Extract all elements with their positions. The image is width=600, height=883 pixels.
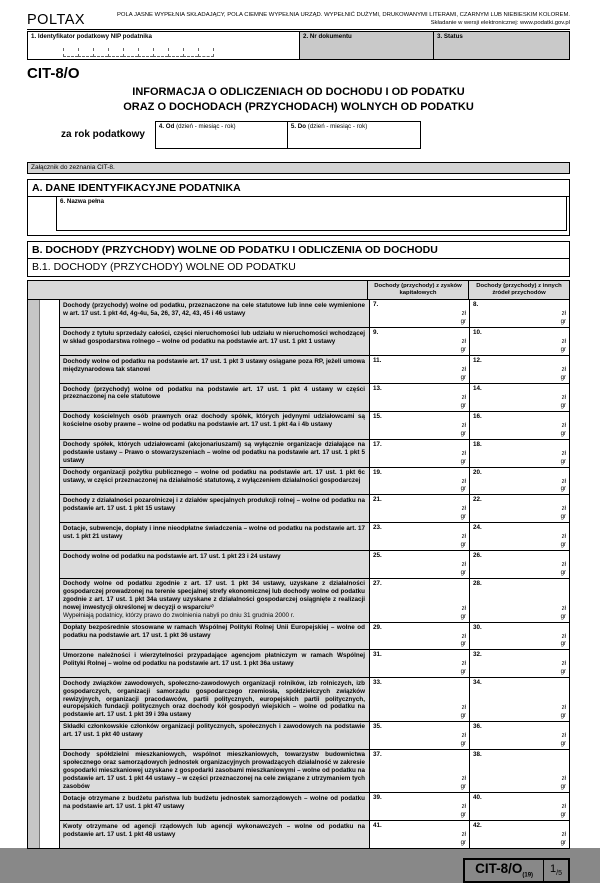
field-number: 32. (473, 651, 482, 659)
field-number: 40. (473, 794, 482, 802)
zloty-label: zł (461, 366, 466, 374)
fill-instructions (117, 12, 570, 28)
form-title-line-2: ORAZ O DOCHODACH (PRZYCHODACH) WOLNYCH OD PODATKU (123, 101, 474, 114)
grosz-label: gr (560, 485, 566, 493)
grosz-label: gr (460, 429, 466, 437)
amount-field-capital-gains[interactable] (369, 551, 469, 578)
amount-field-other-sources[interactable] (469, 623, 569, 650)
nip-digit-cell (183, 48, 198, 57)
field-number: 26. (473, 552, 482, 560)
grosz-label: gr (560, 640, 566, 648)
grosz-label: gr (560, 739, 566, 747)
row-label: Dochody wolne od podatku na podstawie art. 17 ust. 1 pkt 3 ustawy osiągane poza RP, jeżeli umowa międzynarodowa tak stanowi (60, 356, 369, 383)
zloty-label: zł (561, 703, 566, 711)
date-to-label: 5. Do (290, 122, 307, 130)
left-gray-strip (28, 300, 40, 847)
zloty-label: zł (561, 421, 566, 429)
table-row (60, 523, 569, 551)
table-row (60, 750, 569, 794)
field-number: 10. (473, 329, 482, 337)
field-number: 27. (373, 579, 382, 587)
amount-field-other-sources[interactable] (469, 412, 569, 439)
grosz-label: gr (460, 401, 466, 409)
form-title-line-1: INFORMACJA O ODLICZENIACH OD DOCHODU I OD PODATKU (132, 85, 465, 98)
field-number: 21. (373, 496, 382, 504)
nip-digit-cell (153, 48, 168, 57)
table-rows (60, 300, 569, 847)
status-field[interactable] (433, 32, 569, 59)
nip-field-label: 1. Identyfikator podatkowy NIP podatnika (31, 32, 152, 40)
field-number: 18. (473, 440, 482, 448)
nip-digit-cell (123, 48, 138, 57)
grosz-label: gr (460, 318, 466, 326)
zloty-label: zł (461, 775, 466, 783)
row-label: Dochody kościelnych osób prawnych oraz dochody spółek, których jedynymi udziałowcami są kościelne osoby prawne – wolne od podatku na podstawie art. 17 ust. 1 pkt 4a i 4b ustawy (60, 412, 369, 439)
zloty-label: zł (461, 449, 466, 457)
form-title (27, 85, 570, 116)
grosz-label: gr (460, 457, 466, 465)
zloty-label: zł (561, 561, 566, 569)
date-from-hint: (dzień - miesiąc - rok) (176, 122, 236, 130)
amount-field-capital-gains[interactable] (369, 678, 469, 721)
amount-field-other-sources[interactable] (469, 678, 569, 721)
amount-field-capital-gains[interactable] (369, 468, 469, 495)
field-number: 39. (373, 794, 382, 802)
date-from-field[interactable] (155, 121, 288, 149)
nip-digit-cell (198, 48, 214, 57)
amount-field-capital-gains[interactable] (369, 750, 469, 793)
zloty-label: zł (461, 533, 466, 541)
grosz-label: gr (560, 457, 566, 465)
page-footer (27, 858, 570, 883)
footer-box (463, 858, 570, 883)
amount-field-other-sources[interactable] (469, 523, 569, 550)
zloty-label: zł (561, 775, 566, 783)
row-label: Dochody spółdzielni mieszkaniowych, wspólnot mieszkaniowych, towarzystw budownictwa społecznego oraz samorządowych jednostek organizacyjnych prowadzących działalność w zakresie gospodarki mieszkaniowej uzyskane z gospodarki zasobami mieszkaniowymi – wolne od podatku na podstawie art. 17 ust. 1 pkt 44 ustawy – w części przeznaczonej na cele związane z utrzymaniem tych zasobów (60, 750, 369, 793)
zloty-label: zł (561, 449, 566, 457)
nip-digit-cell (78, 48, 93, 57)
document-number-field[interactable] (299, 32, 433, 59)
column-header-capital-gains: Dochody (przychody) z zysków kapitałowych (367, 281, 468, 300)
table-body (28, 300, 569, 847)
grosz-label: gr (460, 668, 466, 676)
tax-year-row (27, 121, 570, 149)
zloty-label: zł (561, 632, 566, 640)
table-row (60, 623, 569, 651)
zloty-label: zł (461, 803, 466, 811)
zloty-label: zł (461, 604, 466, 612)
field-number: 15. (373, 412, 382, 420)
form-code-heading: CIT-8/O (27, 64, 80, 82)
date-to-hint: (dzień - miesiąc - rok) (307, 122, 368, 130)
table-row (60, 678, 569, 722)
table-row (60, 821, 569, 848)
amount-field-capital-gains[interactable] (369, 328, 469, 355)
zloty-label: zł (461, 505, 466, 513)
amount-field-other-sources[interactable] (469, 328, 569, 355)
amount-field-capital-gains[interactable] (369, 722, 469, 749)
amount-field-other-sources[interactable] (469, 468, 569, 495)
field-number: 19. (373, 468, 382, 476)
zloty-label: zł (561, 831, 566, 839)
nip-digit-cell (138, 48, 153, 57)
amount-field-other-sources[interactable] (469, 750, 569, 793)
table-row (60, 384, 569, 412)
field-number: 29. (373, 623, 382, 631)
row-label: Dochody (przychody) wolne od podatku, przeznaczone na cele statutowe lub inne cele wymienione w art. 17 ust. 1 pkt 4d, 4g-4u, 5a, 26, 37, 42, 43, 45 i 46 ustawy (60, 300, 369, 327)
row-label: Dochody wolne od podatku zgodnie z art. 17 ust. 1 pkt 34 ustawy, uzyskane z działalności gospodarczej prowadzonej na terenie specjalnej strefy ekonomicznej lub dochody wolne od podatku zgodnie z art. 17 ust. 1 pkt 34a ustawy uzyskane z działalności gospodarczej osiągnięte z realizacji nowej inwestycji określonej w decyzji o wsparciu¹⁾ Wypełniają podatnicy, którzy prawo do zwolnienia nabyli po dniu 31 grudnia 2000 r. (60, 579, 369, 622)
date-to-field[interactable] (288, 121, 421, 149)
grosz-label: gr (460, 811, 466, 819)
row-label: Składki członkowskie członków organizacji politycznych, społecznych i zawodowych na podstawie art. 17 ust. 1 pkt 40 ustawy (60, 722, 369, 749)
row-label: Dotacje, subwencje, dopłaty i inne nieodpłatne świadczenia – wolne od podatku na podstawie art. 17 ust. 1 pkt 21 ustawy (60, 523, 369, 550)
row-label: Dotacje otrzymane z budżetu państwa lub budżetu jednostek samorządowych – wolne od podatku na podstawie art. 17 ust. 1 pkt 47 ustawy (60, 793, 369, 820)
grosz-label: gr (560, 711, 566, 719)
table-row (60, 579, 569, 623)
zloty-label: zł (561, 731, 566, 739)
table-row (60, 328, 569, 356)
amount-field-capital-gains[interactable] (369, 523, 469, 550)
row-label: Dochody z tytułu sprzedaży całości, części nieruchomości lub udziału w nieruchomości wchodzącej w skład gospodarstwa rolnego – wolne od podatku na podstawie art. 17 ust. 1 pkt 1 ustawy (60, 328, 369, 355)
field-number: 8. (473, 301, 479, 309)
amount-field-capital-gains[interactable] (369, 300, 469, 327)
field-number: 9. (373, 329, 379, 337)
amount-field-other-sources[interactable] (469, 821, 569, 848)
table-row (60, 650, 569, 678)
zloty-label: zł (461, 632, 466, 640)
field-number: 12. (473, 357, 482, 365)
grosz-label: gr (560, 811, 566, 819)
row-label: Dochody (przychody) wolne od podatku na podstawie art. 17 ust. 1 pkt 4 ustawy w części przeznaczonej na cele statutowe (60, 384, 369, 411)
grosz-label: gr (560, 612, 566, 620)
amount-field-capital-gains[interactable] (369, 384, 469, 411)
amount-field-other-sources[interactable] (469, 793, 569, 820)
zloty-label: zł (461, 394, 466, 401)
amount-field-capital-gains[interactable] (369, 650, 469, 677)
attachment-note-bar: Załącznik do zeznania CIT-8. (27, 162, 570, 174)
zloty-label: zł (461, 831, 466, 839)
zloty-label: zł (561, 505, 566, 513)
field-number: 11. (373, 357, 382, 365)
full-name-label: 6. Nazwa pełna (60, 197, 105, 205)
field-number: 41. (373, 822, 382, 830)
poltax-logo: POLTAX (27, 12, 86, 29)
nip-digit-cell (108, 48, 123, 57)
grosz-label: gr (460, 640, 466, 648)
field-number: 24. (473, 524, 482, 532)
section-a-body (27, 197, 570, 236)
grosz-label: gr (460, 541, 466, 549)
nip-input[interactable] (63, 48, 214, 57)
grosz-label: gr (560, 401, 566, 409)
zloty-label: zł (461, 421, 466, 429)
field-number: 37. (373, 750, 382, 758)
grosz-label: gr (560, 318, 566, 326)
zloty-label: zł (461, 731, 466, 739)
instructions-line-1: POLA JASNE WYPEŁNIA SKŁADAJĄCY, POLA CIEMNE WYPEŁNIA URZĄD. WYPEŁNIĆ DUŻYMI, DRUKOWANYMI LITERAMI, CZARNYM LUB NIEBIESKIM KOLOREM. (116, 12, 570, 18)
amount-field-capital-gains[interactable] (369, 579, 469, 622)
zloty-label: zł (561, 660, 566, 668)
row-label: Dochody organizacji pożytku publicznego – wolne od podatku na podstawie art. 17 ust. 1 pkt 6c ustawy, w części przeznaczonej na działalność statutową, z wyłączeniem działalności gospodarczej (60, 468, 369, 495)
field-number: 34. (473, 679, 482, 687)
identification-row (27, 32, 570, 60)
amount-field-other-sources[interactable] (469, 579, 569, 622)
zloty-label: zł (561, 477, 566, 485)
table-row (60, 495, 569, 523)
row-label: Dochody związków zawodowych, społeczno-zawodowych organizacji rolników, izb rolniczych, izb gospodarczych, organizacji samorządu gospodarczego rzemiosła, spółdzielczych związków rewizyjnych, organizacji pracodawców, partii politycznych, europejskich partii politycznych, europejskich fundacji politycznych oraz dochody kół gospodyń wiejskich – wolne od podatku na podstawie art. 17 ust. 1 pkt 39 i 39a ustawy (60, 678, 369, 721)
row-label: Umorzone należności i wierzytelności przypadające agencjom płatniczym w ramach Wspólnej Polityki Rolnej – wolne od podatku na podstawie art. 17 ust. 1 pkt 36a ustawy (60, 650, 369, 677)
amount-field-other-sources[interactable] (469, 551, 569, 578)
zloty-label: zł (461, 477, 466, 485)
grosz-label: gr (460, 612, 466, 620)
section-b-header: B. DOCHODY (PRZYCHODY) WOLNE OD PODATKU I ODLICZENIA OD DOCHODU (27, 241, 570, 259)
field-number: 13. (373, 385, 382, 392)
table-header-spacer (28, 281, 367, 300)
field-number: 14. (473, 385, 482, 392)
amount-field-other-sources[interactable] (469, 384, 569, 411)
zloty-label: zł (461, 310, 466, 318)
table-header-row (28, 281, 569, 301)
nip-digit-cell (168, 48, 183, 57)
amount-field-other-sources[interactable] (469, 650, 569, 677)
nip-field[interactable] (28, 32, 299, 59)
field-number: 16. (473, 412, 482, 420)
grosz-label: gr (460, 711, 466, 719)
zloty-label: zł (561, 803, 566, 811)
amount-field-capital-gains[interactable] (369, 623, 469, 650)
amount-field-capital-gains[interactable] (369, 821, 469, 848)
field-number: 42. (473, 822, 482, 830)
zloty-label: zł (561, 604, 566, 612)
grosz-label: gr (560, 374, 566, 382)
field-number: 33. (373, 679, 382, 687)
grosz-label: gr (460, 839, 466, 847)
zloty-label: zł (561, 394, 566, 401)
amount-field-capital-gains[interactable] (369, 356, 469, 383)
amount-field-other-sources[interactable] (469, 722, 569, 749)
amount-field-other-sources[interactable] (469, 495, 569, 522)
amount-field-capital-gains[interactable] (369, 412, 469, 439)
field-number: 35. (373, 722, 382, 730)
grosz-label: gr (460, 346, 466, 354)
page-indicator: $1_{/5}$ (543, 860, 568, 881)
row-note: Wypełniają podatnicy, którzy prawo do zwolnienia nabyli po dniu 31 grudnia 2000 r. (63, 612, 295, 620)
grosz-label: gr (460, 485, 466, 493)
grosz-label: gr (560, 429, 566, 437)
row-label: Dochody spółek, których udziałowcami (akcjonariuszami) są wyłącznie organizacje działające na podstawie ustawy – Prawo o stowarzyszeniach – wolne od podatku na podstawie art. 17 ust. 1 pkt 5 ustawy (60, 440, 369, 467)
grosz-label: gr (460, 783, 466, 791)
section-a-header: A. DANE IDENTYFIKACYJNE PODATNIKA (27, 179, 570, 197)
grosz-label: gr (560, 346, 566, 354)
field-number: 22. (473, 496, 482, 504)
row-label: Dochody wolne od podatku na podstawie art. 17 ust. 1 pkt 23 i 24 ustawy (60, 551, 369, 578)
amount-field-capital-gains[interactable] (369, 495, 469, 522)
grosz-label: gr (560, 513, 566, 521)
left-margin-column (40, 300, 60, 847)
status-label: 3. Status (437, 32, 463, 40)
grosz-label: gr (560, 541, 566, 549)
zloty-label: zł (561, 338, 566, 346)
grosz-label: gr (460, 374, 466, 382)
grosz-label: gr (560, 783, 566, 791)
field-number: 31. (373, 651, 382, 659)
date-from-label: 4. Od (158, 122, 175, 130)
zloty-label: zł (561, 533, 566, 541)
section-b1-header: B.1. DOCHODY (PRZYCHODY) WOLNE OD PODATKU (27, 259, 570, 277)
field-number: 25. (373, 552, 382, 560)
full-name-field[interactable] (56, 197, 567, 231)
field-number: 30. (473, 623, 482, 631)
field-number: 20. (473, 468, 482, 476)
amount-field-capital-gains[interactable] (369, 793, 469, 820)
table-row (60, 300, 569, 328)
zloty-label: zł (461, 703, 466, 711)
row-label: Dopłaty bezpośrednie stosowane w ramach Wspólnej Polityki Rolnej Unii Europejskiej – wolne od podatku na podstawie art. 17 ust. 1 pkt 36 ustawy (60, 623, 369, 650)
zloty-label: zł (561, 310, 566, 318)
zloty-label: zł (461, 561, 466, 569)
amount-field-capital-gains[interactable] (369, 440, 469, 467)
table-row (60, 722, 569, 750)
table-row (60, 551, 569, 579)
instructions-line-2: Składanie w wersji elektronicznej: www.podatki.gov.pl (430, 19, 570, 26)
b1-exempt-income-table (27, 280, 570, 849)
masthead (27, 12, 570, 28)
nip-digit-cell (63, 48, 78, 57)
row-label: Kwoty otrzymane od agencji rządowych lub agencji wykonawczych – wolne od podatku na podstawie art. 17 ust. 1 pkt 48 ustawy (60, 821, 369, 848)
grosz-label: gr (460, 739, 466, 747)
field-number: 36. (473, 722, 482, 730)
zloty-label: zł (461, 338, 466, 346)
table-row (60, 468, 569, 496)
column-header-other-sources: Dochody (przychody) z innych źródeł przychodów (468, 281, 569, 300)
grosz-label: gr (560, 839, 566, 847)
field-number: 38. (473, 750, 482, 758)
amount-field-other-sources[interactable] (469, 300, 569, 327)
amount-field-other-sources[interactable] (469, 356, 569, 383)
grosz-label: gr (460, 568, 466, 576)
table-row (60, 440, 569, 468)
table-row (60, 412, 569, 440)
zloty-label: zł (461, 660, 466, 668)
zloty-label: zł (561, 366, 566, 374)
footer-form-code: CIT-$8/O_{(19)}$ (475, 860, 534, 879)
nip-digit-cell (93, 48, 108, 57)
grosz-label: gr (460, 513, 466, 521)
grosz-label: gr (560, 568, 566, 576)
amount-field-other-sources[interactable] (469, 440, 569, 467)
table-row (60, 793, 569, 821)
footer-form-version: (19) (522, 872, 534, 879)
document-number-label: 2. Nr dokumentu (303, 32, 352, 40)
field-number: 7. (373, 301, 379, 309)
tax-year-label: za rok podatkowy (61, 129, 145, 141)
field-number: 17. (373, 440, 382, 448)
field-number: 28. (473, 579, 482, 587)
row-label: Dochody z działalności pozarolniczej i z działów specjalnych produkcji rolnej – wolne od podatku na podstawie art. 17 ust. 1 pkt 15 ustawy (60, 495, 369, 522)
field-number: 23. (373, 524, 382, 532)
table-row (60, 356, 569, 384)
grosz-label: gr (560, 668, 566, 676)
